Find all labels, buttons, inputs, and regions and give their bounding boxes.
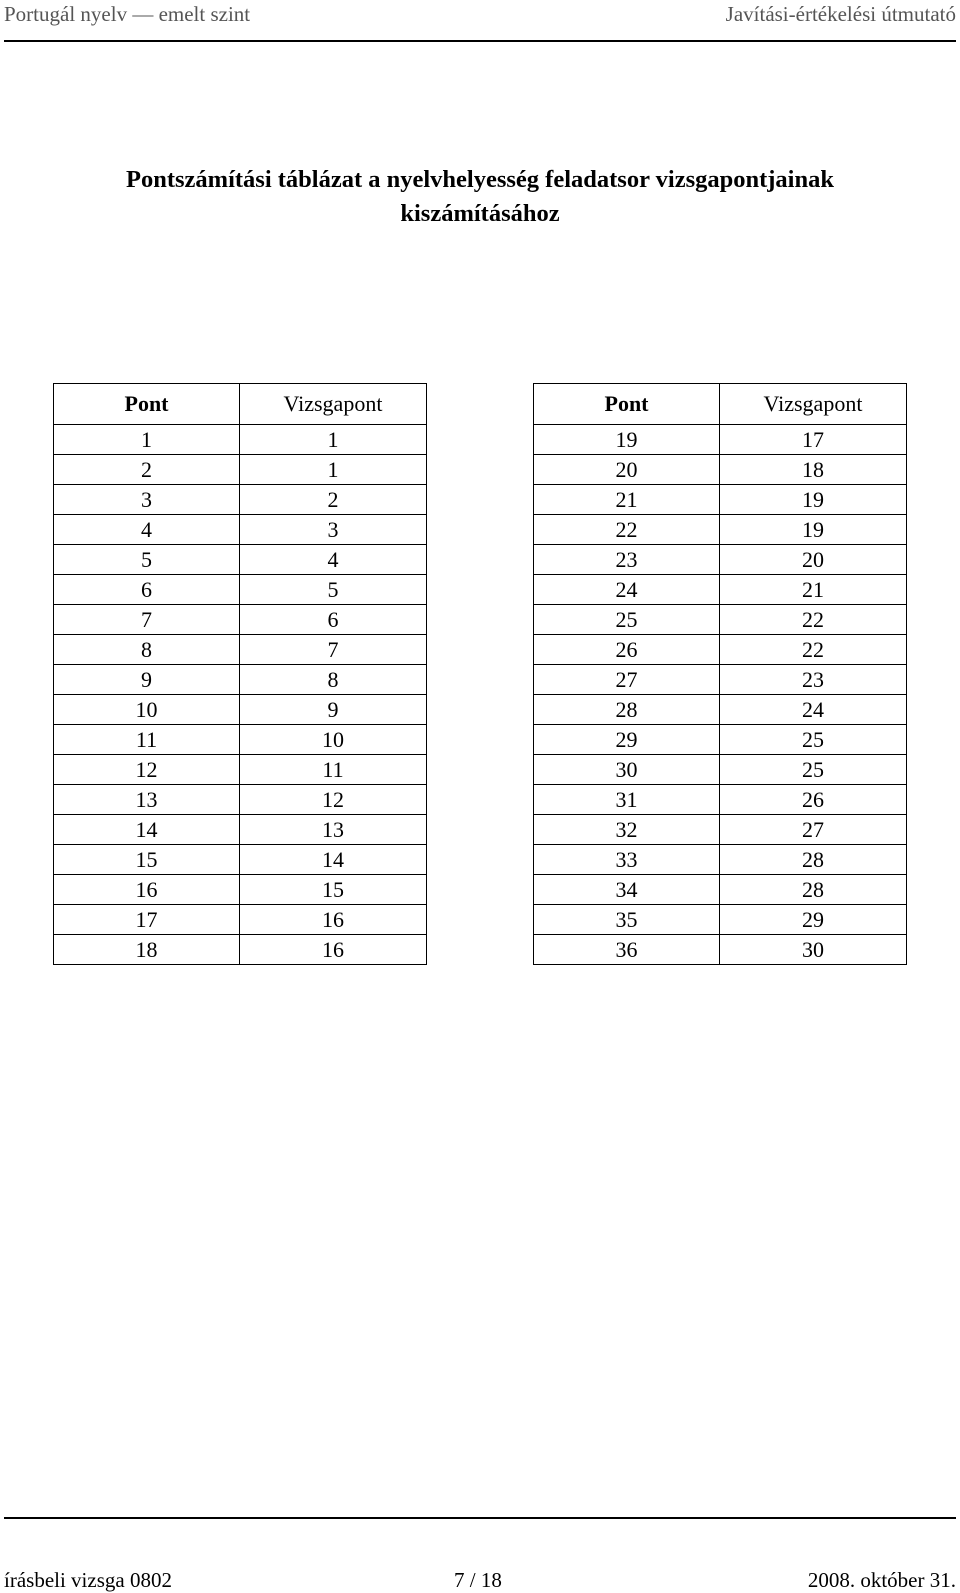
cell-vizsgapont: 12 [240, 785, 427, 815]
table-header-row [54, 384, 427, 425]
cell-vizsgapont: 28 [720, 845, 907, 875]
cell-vizsgapont: 18 [720, 455, 907, 485]
cell-vizsgapont: 19 [720, 515, 907, 545]
table-row [54, 935, 427, 965]
cell-pont: 6 [54, 575, 240, 605]
table-row [534, 665, 907, 695]
cell-pont: 7 [54, 605, 240, 635]
header-vizsgapont: Vizsgapont [240, 384, 427, 425]
cell-pont: 23 [534, 545, 720, 575]
cell-vizsgapont: 22 [720, 605, 907, 635]
page-title [0, 163, 960, 231]
cell-vizsgapont: 23 [720, 665, 907, 695]
cell-vizsgapont: 20 [720, 545, 907, 575]
table-row [54, 755, 427, 785]
cell-vizsgapont: 22 [720, 635, 907, 665]
table-row [54, 575, 427, 605]
score-table-left [53, 383, 427, 965]
table-row [54, 635, 427, 665]
cell-vizsgapont: 25 [720, 725, 907, 755]
page-footer [4, 1517, 956, 1591]
table-row [534, 455, 907, 485]
header-subject: Portugál nyelv — emelt szint [4, 2, 251, 26]
table-row [54, 905, 427, 935]
table-row [54, 845, 427, 875]
cell-vizsgapont: 5 [240, 575, 427, 605]
table-row [534, 905, 907, 935]
cell-vizsgapont: 15 [240, 875, 427, 905]
cell-vizsgapont: 1 [240, 455, 427, 485]
table-row [534, 425, 907, 455]
cell-vizsgapont: 4 [240, 545, 427, 575]
cell-pont: 12 [54, 755, 240, 785]
score-table-right [533, 383, 907, 965]
table-row [534, 605, 907, 635]
cell-vizsgapont: 25 [720, 755, 907, 785]
cell-pont: 16 [54, 875, 240, 905]
table-row [54, 695, 427, 725]
cell-pont: 13 [54, 785, 240, 815]
cell-pont: 22 [534, 515, 720, 545]
cell-vizsgapont: 3 [240, 515, 427, 545]
cell-vizsgapont: 11 [240, 755, 427, 785]
table-row [534, 485, 907, 515]
cell-pont: 35 [534, 905, 720, 935]
table-row [54, 545, 427, 575]
table-row [534, 935, 907, 965]
table-row [54, 425, 427, 455]
table-row [534, 785, 907, 815]
cell-vizsgapont: 17 [720, 425, 907, 455]
cell-pont: 3 [54, 485, 240, 515]
cell-pont: 28 [534, 695, 720, 725]
footer-date: 2008. október 31. [807, 1568, 956, 1592]
header-doc-type: Javítási-értékelési útmutató [725, 2, 956, 26]
table-row [534, 545, 907, 575]
cell-pont: 10 [54, 695, 240, 725]
cell-pont: 17 [54, 905, 240, 935]
cell-vizsgapont: 19 [720, 485, 907, 515]
cell-vizsgapont: 8 [240, 665, 427, 695]
cell-vizsgapont: 27 [720, 815, 907, 845]
cell-vizsgapont: 16 [240, 905, 427, 935]
cell-vizsgapont: 13 [240, 815, 427, 845]
cell-pont: 25 [534, 605, 720, 635]
cell-pont: 24 [534, 575, 720, 605]
cell-pont: 32 [534, 815, 720, 845]
table-row [54, 725, 427, 755]
table-row [54, 485, 427, 515]
cell-vizsgapont: 26 [720, 785, 907, 815]
cell-pont: 1 [54, 425, 240, 455]
table-row [534, 815, 907, 845]
cell-pont: 8 [54, 635, 240, 665]
table-row [54, 815, 427, 845]
cell-vizsgapont: 24 [720, 695, 907, 725]
cell-pont: 20 [534, 455, 720, 485]
cell-vizsgapont: 28 [720, 875, 907, 905]
title-line-2: kiszámításához [400, 200, 560, 227]
header-pont: Pont [54, 384, 240, 425]
cell-vizsgapont: 1 [240, 425, 427, 455]
cell-vizsgapont: 6 [240, 605, 427, 635]
footer-exam-code: írásbeli vizsga 0802 [4, 1568, 172, 1592]
cell-pont: 26 [534, 635, 720, 665]
cell-vizsgapont: 30 [720, 935, 907, 965]
cell-vizsgapont: 29 [720, 905, 907, 935]
cell-pont: 14 [54, 815, 240, 845]
cell-vizsgapont: 9 [240, 695, 427, 725]
table-row [534, 575, 907, 605]
table-row [534, 875, 907, 905]
cell-vizsgapont: 10 [240, 725, 427, 755]
cell-pont: 33 [534, 845, 720, 875]
table-row [54, 875, 427, 905]
cell-pont: 11 [54, 725, 240, 755]
cell-pont: 4 [54, 515, 240, 545]
table-row [534, 635, 907, 665]
cell-pont: 27 [534, 665, 720, 695]
cell-vizsgapont: 16 [240, 935, 427, 965]
cell-pont: 36 [534, 935, 720, 965]
table-row [534, 845, 907, 875]
cell-pont: 18 [54, 935, 240, 965]
cell-pont: 29 [534, 725, 720, 755]
page-header [4, 0, 956, 42]
cell-pont: 30 [534, 755, 720, 785]
cell-pont: 5 [54, 545, 240, 575]
table-row [534, 755, 907, 785]
header-vizsgapont: Vizsgapont [720, 384, 907, 425]
cell-pont: 2 [54, 455, 240, 485]
table-row [54, 455, 427, 485]
cell-pont: 31 [534, 785, 720, 815]
cell-pont: 9 [54, 665, 240, 695]
table-row [54, 665, 427, 695]
cell-vizsgapont: 14 [240, 845, 427, 875]
table-row [534, 515, 907, 545]
table-row [54, 605, 427, 635]
cell-vizsgapont: 7 [240, 635, 427, 665]
title-line-1: Pontszámítási táblázat a nyelvhelyesség feladatsor vizsgapontjainak [126, 166, 834, 193]
header-pont: Pont [534, 384, 720, 425]
table-row [54, 785, 427, 815]
table-row [534, 695, 907, 725]
cell-pont: 19 [534, 425, 720, 455]
cell-vizsgapont: 21 [720, 575, 907, 605]
cell-pont: 15 [54, 845, 240, 875]
cell-pont: 34 [534, 875, 720, 905]
table-header-row [534, 384, 907, 425]
table-row [54, 515, 427, 545]
table-row [534, 725, 907, 755]
footer-page-number: 7 / 18 [454, 1568, 502, 1592]
cell-pont: 21 [534, 485, 720, 515]
cell-vizsgapont: 2 [240, 485, 427, 515]
